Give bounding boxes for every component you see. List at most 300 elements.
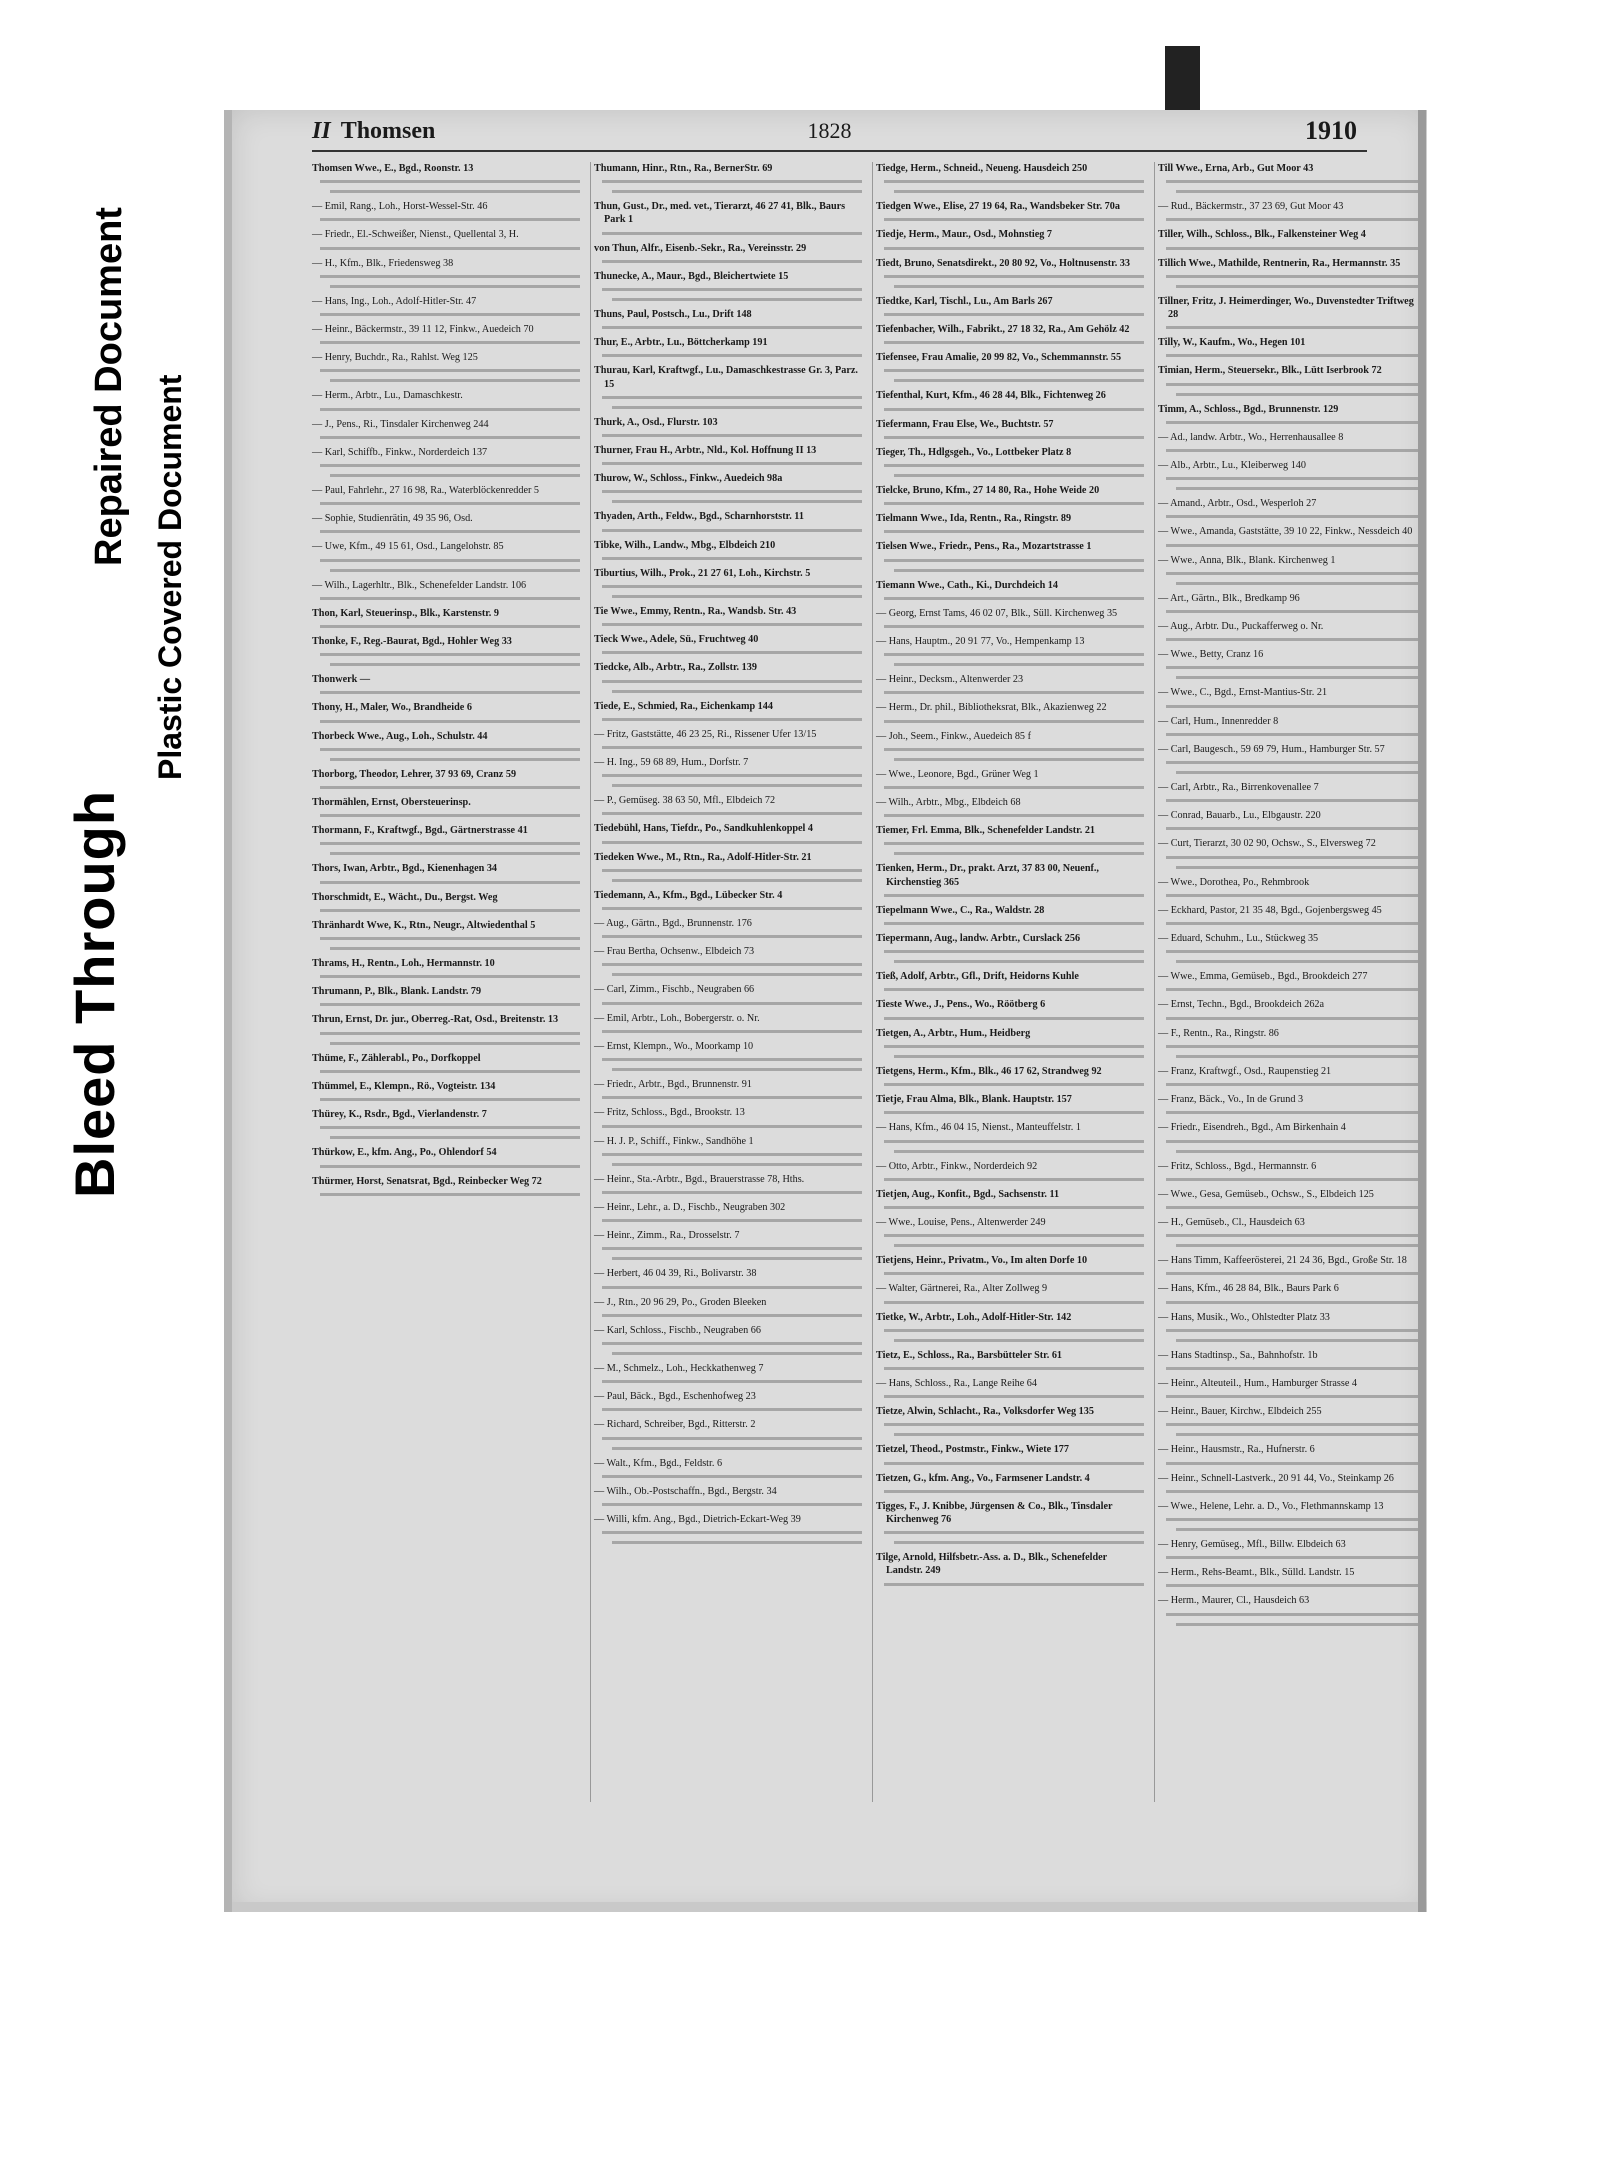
- faded-print-line: [884, 814, 1144, 817]
- faded-print-line: [1166, 1490, 1426, 1493]
- faded-print-line: [602, 260, 862, 263]
- faded-print-line: [1176, 190, 1426, 193]
- faded-print-line: [1176, 1339, 1426, 1342]
- directory-entry: — Heinr., Lehr., a. D., Fischb., Neugraben 302: [594, 1201, 786, 1213]
- directory-entry: — J., Rtn., 20 96 29, Po., Groden Bleeken: [594, 1296, 767, 1308]
- directory-entry: — Carl, Hum., Innenredder 8: [1158, 715, 1279, 727]
- directory-entry: Tiedge, Herm., Schneid., Neueng. Hausdeich 250: [876, 163, 1088, 174]
- faded-print-line: [320, 691, 580, 694]
- faded-print-line: [884, 1395, 1144, 1398]
- directory-entry: Tiedeken Wwe., M., Rtn., Ra., Adolf-Hitler-Str. 21: [594, 851, 812, 863]
- directory-entry: Thorbeck Wwe., Aug., Loh., Schulstr. 44: [312, 730, 488, 742]
- faded-print-line: [1176, 1623, 1426, 1626]
- faded-print-line: [1166, 1111, 1426, 1114]
- faded-print-line: [894, 285, 1144, 288]
- directory-entry: — Richard, Schreiber, Bgd., Ritterstr. 2: [594, 1419, 756, 1431]
- faded-print-line: [320, 1126, 580, 1129]
- faded-print-line: [894, 569, 1144, 572]
- directory-entry: — Otto, Arbtr., Finkw., Norderdeich 92: [876, 1160, 1038, 1172]
- faded-print-line: [330, 852, 580, 855]
- faded-print-line: [330, 569, 580, 572]
- faded-print-line: [884, 1140, 1144, 1143]
- faded-print-line: [602, 1096, 862, 1099]
- faded-print-line: [602, 1030, 862, 1033]
- directory-entry: — Wwe., Emma, Gemüseb., Bgd., Brookdeich 277: [1158, 971, 1368, 983]
- directory-entry: — Heinr., Bäckermstr., 39 11 12, Finkw., Auedeich 70: [312, 324, 534, 336]
- directory-entry: — H., Gemüseb., Cl., Hausdeich 63: [1158, 1216, 1305, 1228]
- faded-print-line: [1166, 827, 1426, 830]
- faded-print-line: [884, 341, 1144, 344]
- directory-entry: Tiefermann, Frau Else, We., Buchtstr. 57: [876, 418, 1054, 430]
- plastic-covered-label: Plastic Covered Document: [152, 374, 188, 780]
- faded-print-line: [884, 950, 1144, 953]
- directory-entry: Tillich Wwe., Mathilde, Rentnerin, Ra., Hermannstr. 35: [1158, 257, 1401, 269]
- faded-print-line: [884, 842, 1144, 845]
- directory-entry: — Herm., Arbtr., Lu., Damaschkestr.: [312, 390, 463, 402]
- faded-print-line: [330, 379, 580, 382]
- directory-entry: Thomsen Wwe., E., Bgd., Roonstr. 13: [312, 163, 474, 174]
- faded-print-line: [330, 190, 580, 193]
- faded-print-line: [884, 1329, 1144, 1332]
- faded-print-line: [894, 379, 1144, 382]
- page-right-edge: [1418, 110, 1426, 1912]
- directory-entry: Tietgen, A., Arbtr., Hum., Heidberg: [876, 1027, 1031, 1039]
- faded-print-line: [320, 909, 580, 912]
- faded-print-line: [320, 842, 580, 845]
- faded-print-line: [602, 326, 862, 329]
- directory-entry: — Fritz, Schloss., Bgd., Hermannstr. 6: [1158, 1160, 1317, 1172]
- faded-print-line: [602, 841, 862, 844]
- directory-entry: Thürkow, E., kfm. Ang., Po., Ohlendorf 54: [312, 1147, 497, 1159]
- faded-print-line: [320, 218, 580, 221]
- faded-print-line: [320, 975, 580, 978]
- faded-print-line: [884, 1178, 1144, 1181]
- directory-entry: Thur, E., Arbtr., Lu., Böttcherkamp 191: [594, 337, 768, 349]
- directory-entry: — Henry, Buchdr., Ra., Rahlst. Weg 125: [312, 352, 478, 364]
- faded-print-line: [602, 812, 862, 815]
- directory-entry: — Herm., Dr. phil., Bibliotheksrat, Blk., Akazienweg 22: [876, 702, 1107, 714]
- page-header: [232, 110, 1427, 150]
- faded-print-line: [884, 653, 1144, 656]
- directory-entry: — Wwe., Louise, Pens., Altenwerder 249: [876, 1216, 1046, 1228]
- faded-print-line: [1166, 799, 1426, 802]
- faded-print-line: [330, 1042, 580, 1045]
- faded-print-line: [1166, 477, 1426, 480]
- faded-print-line: [884, 436, 1144, 439]
- faded-print-line: [884, 530, 1144, 533]
- faded-print-line: [1166, 180, 1426, 183]
- faded-print-line: [320, 625, 580, 628]
- faded-print-line: [894, 663, 1144, 666]
- faded-print-line: [602, 1002, 862, 1005]
- faded-print-line: [602, 1125, 862, 1128]
- directory-entry: Tiburtius, Wilh., Prok., 21 27 61, Loh., Kirchstr. 5: [594, 567, 811, 579]
- faded-print-line: [894, 758, 1144, 761]
- faded-print-line: [602, 462, 862, 465]
- faded-print-line: [884, 1490, 1144, 1493]
- faded-print-line: [602, 935, 862, 938]
- faded-print-line: [884, 988, 1144, 991]
- faded-print-line: [1166, 421, 1426, 424]
- directory-entry: — Wilh., Ob.-Postschaffn., Bgd., Bergstr. 34: [594, 1485, 777, 1497]
- faded-print-line: [1166, 1395, 1426, 1398]
- page-number: 1910: [1305, 116, 1357, 145]
- directory-entry: Thurner, Frau H., Arbtr., Nld., Kol. Hoffnung II 13: [594, 445, 817, 457]
- directory-entry: Thränhardt Wwe, K., Rtn., Neugr., Altwiedenthal 5: [312, 919, 536, 931]
- column-1: [312, 162, 580, 1203]
- directory-entry: — Eduard, Schuhm., Lu., Stückweg 35: [1158, 933, 1319, 945]
- directory-entry: — Wilh., Lagerhltr., Blk., Schenefelder Landstr. 106: [312, 579, 527, 591]
- directory-entry: Tiemer, Frl. Emma, Blk., Schenefelder Landstr. 21: [876, 825, 1096, 837]
- directory-entry: Tietgens, Herm., Kfm., Blk., 46 17 62, Strandweg 92: [876, 1065, 1102, 1077]
- faded-print-line: [894, 1339, 1144, 1342]
- directory-entry: — Wwe., C., Bgd., Ernst-Mantius-Str. 21: [1158, 687, 1328, 699]
- directory-entry: Timian, Herm., Steuersekr., Blk., Lütt Iserbrook 72: [1158, 365, 1382, 377]
- faded-print-line: [884, 1206, 1144, 1209]
- faded-print-line: [1176, 866, 1426, 869]
- directory-entry: — Carl, Zimm., Fischb., Neugraben 66: [594, 984, 755, 996]
- directory-entry: — Georg, Ernst Tams, 46 02 07, Blk., Süll. Kirchenweg 35: [876, 607, 1118, 619]
- faded-print-line: [1166, 326, 1426, 329]
- faded-print-line: [894, 1055, 1144, 1058]
- faded-print-line: [1166, 572, 1426, 575]
- faded-print-line: [320, 464, 580, 467]
- faded-print-line: [884, 597, 1144, 600]
- faded-print-line: [320, 341, 580, 344]
- faded-print-line: [602, 1475, 862, 1478]
- faded-print-line: [884, 922, 1144, 925]
- directory-entry: — Hans, Schloss., Ra., Lange Reihe 64: [876, 1377, 1037, 1389]
- directory-entry: Tielsen Wwe., Friedr., Pens., Ra., Mozartstrasse 1: [876, 541, 1092, 553]
- faded-print-line: [612, 595, 862, 598]
- directory-entry: Tie Wwe., Emmy, Rentn., Ra., Wandsb. Str. 43: [594, 606, 797, 618]
- faded-print-line: [1166, 1301, 1426, 1304]
- faded-print-line: [612, 298, 862, 301]
- faded-print-line: [1176, 1055, 1426, 1058]
- faded-print-line: [602, 1219, 862, 1222]
- faded-print-line: [320, 180, 580, 183]
- faded-print-line: [1166, 1613, 1426, 1616]
- directory-entry: Thorschmidt, E., Wächt., Du., Bergst. Weg: [312, 891, 498, 903]
- directory-entry: — Emil, Rang., Loh., Horst-Wessel-Str. 46: [312, 201, 488, 213]
- directory-entry: — P., Gemüseg. 38 63 50, Mfl., Elbdeich 72: [594, 795, 776, 807]
- faded-print-line: [320, 814, 580, 817]
- faded-print-line: [320, 881, 580, 884]
- directory-entry: Thunecke, A., Maur., Bgd., Bleichertwiete 15: [594, 270, 789, 282]
- directory-entry: — H. J. P., Schiff., Finkw., Sandhöhe 1: [594, 1135, 754, 1147]
- faded-print-line: [602, 1153, 862, 1156]
- faded-print-line: [884, 1462, 1144, 1465]
- faded-print-line: [1166, 1045, 1426, 1048]
- faded-print-line: [884, 894, 1144, 897]
- faded-print-line: [1166, 1423, 1426, 1426]
- directory-entry: — Hans, Kfm., 46 28 84, Blk., Baurs Park 6: [1158, 1283, 1339, 1295]
- faded-print-line: [884, 1234, 1144, 1237]
- faded-print-line: [602, 1531, 862, 1534]
- directory-entry: — Art., Gärtn., Blk., Bredkamp 96: [1158, 592, 1300, 604]
- faded-print-line: [884, 408, 1144, 411]
- directory-entry: — Aug., Arbtr. Du., Puckafferweg o. Nr.: [1158, 621, 1324, 633]
- directory-entry: Thüme, F., Zählerabl., Po., Dorfkoppel: [312, 1052, 481, 1064]
- directory-entry: Tiedgen Wwe., Elise, 27 19 64, Ra., Wandsbeker Str. 70a: [876, 201, 1120, 213]
- faded-print-line: [330, 663, 580, 666]
- faded-print-line: [320, 786, 580, 789]
- faded-print-line: [1166, 1140, 1426, 1143]
- faded-print-line: [884, 180, 1144, 183]
- directory-entry: Thonwerk —: [312, 674, 371, 686]
- directory-entry: — Hans, Kfm., 46 04 15, Nienst., Manteuffelstr. 1: [876, 1122, 1081, 1134]
- directory-entry: — Fritz, Schloss., Bgd., Brookstr. 13: [594, 1107, 745, 1119]
- directory-entry: — Hans Stadtinsp., Sa., Bahnhofstr. 1b: [1158, 1349, 1318, 1361]
- faded-print-line: [1176, 487, 1426, 490]
- directory-entry: Tiedje, Herm., Maur., Osd., Mohnstieg 7: [876, 229, 1053, 241]
- faded-print-line: [1166, 1556, 1426, 1559]
- directory-entry: Tietjen, Aug., Konfit., Bgd., Sachsenstr. 11: [876, 1188, 1060, 1200]
- directory-entry: — Ernst, Klempn., Wo., Moorkamp 10: [594, 1040, 754, 1052]
- faded-print-line: [320, 1003, 580, 1006]
- directory-entry: Tietje, Frau Alma, Blk., Blank. Hauptstr. 157: [876, 1094, 1072, 1106]
- faded-print-line: [894, 1433, 1144, 1436]
- faded-print-line: [884, 247, 1144, 250]
- faded-print-line: [602, 680, 862, 683]
- faded-print-line: [884, 1083, 1144, 1086]
- directory-entry: Tigges, F., J. Knibbe, Jürgensen & Co., Blk., Tinsdaler Kirchenweg 76: [876, 1500, 1113, 1525]
- faded-print-line: [320, 597, 580, 600]
- faded-print-line: [1166, 1234, 1426, 1237]
- directory-entry: — Paul, Fahrlehr., 27 16 98, Ra., Waterblöckenredder 5: [312, 485, 540, 497]
- faded-print-line: [894, 852, 1144, 855]
- faded-print-line: [602, 963, 862, 966]
- directory-entry: — Carl, Baugesch., 59 69 79, Hum., Hamburger Str. 57: [1158, 743, 1385, 755]
- directory-entry: — Paul, Bäck., Bgd., Eschenhofweg 23: [594, 1391, 756, 1403]
- directory-entry: Tiede, E., Schmied, Ra., Eichenkamp 144: [594, 700, 773, 712]
- faded-print-line: [1166, 247, 1426, 250]
- directory-entry: Tibke, Wilh., Landw., Mbg., Elbdeich 210: [594, 539, 776, 551]
- directory-entry: — H., Kfm., Blk., Friedensweg 38: [312, 257, 454, 269]
- directory-entry: Tieste Wwe., J., Pens., Wo., Röötberg 6: [876, 999, 1046, 1011]
- faded-print-line: [1166, 1017, 1426, 1020]
- faded-print-line: [602, 718, 862, 721]
- faded-print-line: [330, 1136, 580, 1139]
- faded-print-line: [884, 1272, 1144, 1275]
- faded-print-line: [1166, 1272, 1426, 1275]
- directory-entry: Thormählen, Ernst, Obersteuerinsp.: [312, 797, 471, 809]
- directory-entry: Thrun, Ernst, Dr. jur., Oberreg.-Rat, Osd., Breitenstr. 13: [312, 1014, 559, 1026]
- directory-entry: — Hans, Ing., Loh., Adolf-Hitler-Str. 47: [312, 295, 477, 307]
- directory-entry: — Henry, Gemüseg., Mfl., Billw. Elbdeich 63: [1158, 1538, 1346, 1550]
- faded-print-line: [884, 218, 1144, 221]
- directory-entry: Tiefenthal, Kurt, Kfm., 46 28 44, Blk., Fichtenweg 26: [876, 390, 1106, 402]
- faded-print-line: [884, 1531, 1144, 1534]
- faded-print-line: [1166, 1584, 1426, 1587]
- faded-print-line: [330, 758, 580, 761]
- directory-entry: Tilly, W., Kaufm., Wo., Hegen 101: [1158, 337, 1306, 349]
- faded-print-line: [602, 396, 862, 399]
- faded-print-line: [320, 1165, 580, 1168]
- directory-entry: — Conrad, Bauarb., Lu., Elbgaustr. 220: [1158, 810, 1321, 822]
- directory-entry: Thurow, W., Schloss., Finkw., Auedeich 98a: [594, 473, 783, 485]
- directory-entry: — Ad., landw. Arbtr., Wo., Herrenhausallee 8: [1158, 431, 1344, 443]
- bleed-through-label: Bleed Through: [63, 789, 126, 1198]
- directory-entry: — Karl, Schiffb., Finkw., Norderdeich 137: [312, 446, 488, 458]
- directory-entry: Tiefenbacher, Wilh., Fabrikt., 27 18 32, Ra., Am Gehölz 42: [876, 324, 1130, 336]
- directory-entry: — M., Schmelz., Loh., Heckkathenweg 7: [594, 1362, 764, 1374]
- faded-print-line: [320, 275, 580, 278]
- directory-entry: Till Wwe., Erna, Arb., Gut Moor 43: [1158, 163, 1314, 174]
- faded-print-line: [1166, 1083, 1426, 1086]
- directory-entry: — Hans Timm, Kaffeerösterei, 21 24 36, Bgd., Große Str. 18: [1158, 1255, 1407, 1267]
- directory-entry: Timm, A., Schloss., Bgd., Brunnenstr. 129: [1158, 403, 1339, 415]
- faded-print-line: [1176, 285, 1426, 288]
- directory-entry: — Amand., Arbtr., Osd., Wesperloh 27: [1158, 498, 1317, 510]
- directory-entry: — Ernst, Techn., Bgd., Brookdeich 262a: [1158, 999, 1325, 1011]
- faded-print-line: [602, 1437, 862, 1440]
- faded-print-line: [894, 960, 1144, 963]
- column-divider: [1154, 162, 1155, 1802]
- faded-print-line: [1176, 1433, 1426, 1436]
- directory-entry: — Heinr., Schnell-Lastverk., 20 91 44, Vo., Steinkamp 26: [1158, 1472, 1394, 1484]
- faded-print-line: [602, 1247, 862, 1250]
- faded-print-line: [602, 232, 862, 235]
- faded-print-line: [884, 1423, 1144, 1426]
- running-name: Thomsen: [340, 118, 436, 144]
- directory-entry: — Sophie, Studienrätin, 49 35 96, Osd.: [312, 513, 473, 525]
- directory-entry: Tietzel, Theod., Postmstr., Finkw., Wiete 177: [876, 1444, 1069, 1456]
- directory-entry: — Franz, Bäck., Vo., In de Grund 3: [1158, 1094, 1304, 1106]
- directory-entry: — Joh., Seem., Finkw., Auedeich 85 f: [876, 730, 1031, 742]
- faded-print-line: [884, 691, 1144, 694]
- faded-print-line: [602, 180, 862, 183]
- directory-entry: Tiedtke, Karl, Tischl., Lu., Am Barls 267: [876, 295, 1053, 307]
- directory-entry: Thyaden, Arth., Feldw., Bgd., Scharnhorststr. 11: [594, 511, 804, 523]
- faded-print-line: [612, 1257, 862, 1260]
- directory-entry: — Carl, Arbtr., Ra., Birrenkovenallee 7: [1158, 782, 1319, 794]
- faded-print-line: [602, 907, 862, 910]
- directory-entry: Tiedcke, Alb., Arbtr., Ra., Zollstr. 139: [594, 662, 757, 674]
- directory-entry: Tiemann Wwe., Cath., Ki., Durchdeich 14: [876, 579, 1058, 591]
- faded-print-line: [894, 190, 1144, 193]
- directory-entry: Tielmann Wwe., Ida, Rentn., Ra., Ringstr. 89: [876, 513, 1072, 525]
- faded-print-line: [1176, 582, 1426, 585]
- faded-print-line: [320, 530, 580, 533]
- faded-print-line: [884, 275, 1144, 278]
- directory-entry: Thürey, K., Rsdr., Bgd., Vierlandenstr. 7: [312, 1109, 487, 1121]
- faded-print-line: [602, 354, 862, 357]
- directory-entry: — Wilh., Arbtr., Mbg., Elbdeich 68: [876, 797, 1021, 809]
- directory-entry: Tiepelmann Wwe., C., Ra., Waldstr. 28: [876, 904, 1045, 916]
- faded-print-line: [1176, 1150, 1426, 1153]
- faded-print-line: [320, 937, 580, 940]
- directory-entry: Thrams, H., Rentn., Loh., Hermannstr. 10: [312, 958, 495, 970]
- year: 1828: [807, 118, 852, 143]
- faded-print-line: [1166, 1178, 1426, 1181]
- directory-entry: — Karl, Schloss., Fischb., Neugraben 66: [594, 1324, 761, 1336]
- directory-entry: Tietzen, G., kfm. Ang., Vo., Farmsener Landstr. 4: [876, 1472, 1090, 1484]
- faded-print-line: [884, 1367, 1144, 1370]
- directory-entry: Thurau, Karl, Kraftwgf., Lu., Damaschkestrasse Gr. 3, Parz. 15: [594, 365, 858, 390]
- faded-print-line: [612, 879, 862, 882]
- directory-entry: — Friedr., Eisendreh., Bgd., Am Birkenhain 4: [1158, 1122, 1346, 1134]
- directory-entry: Tieck Wwe., Adele, Sü., Fruchtweg 40: [594, 634, 759, 646]
- faded-print-line: [602, 1380, 862, 1383]
- faded-print-line: [320, 559, 580, 562]
- faded-print-line: [320, 720, 580, 723]
- page-bottom-edge: [232, 1902, 1427, 1912]
- faded-print-line: [1176, 1244, 1426, 1247]
- faded-print-line: [320, 313, 580, 316]
- faded-print-line: [1166, 275, 1426, 278]
- faded-print-line: [612, 1447, 862, 1450]
- directory-entry: Tieger, Th., Hdlgsgeh., Vo., Lottbeker Platz 8: [876, 446, 1072, 458]
- directory-entry: — Franz, Kraftwgf., Osd., Raupenstieg 21: [1158, 1065, 1332, 1077]
- directory-entry: — Wwe., Anna, Blk., Blank. Kirchenweg 1: [1158, 554, 1336, 566]
- directory-entry: — Wwe., Leonore, Bgd., Grüner Weg 1: [876, 768, 1039, 780]
- directory-entry: Tietze, Alwin, Schlacht., Ra., Volksdorfer Weg 135: [876, 1406, 1094, 1418]
- faded-print-line: [612, 500, 862, 503]
- directory-entry: — Fritz, Gaststätte, 46 23 25, Ri., Rissener Ufer 13/15: [594, 728, 817, 740]
- directory-entry: — Aug., Gärtn., Bgd., Brunnenstr. 176: [594, 918, 752, 930]
- directory-entry: — Heinr., Bauer, Kirchw., Elbdeich 255: [1158, 1406, 1322, 1418]
- faded-print-line: [602, 1342, 862, 1345]
- faded-print-line: [884, 720, 1144, 723]
- faded-print-line: [612, 1163, 862, 1166]
- faded-print-line: [612, 690, 862, 693]
- directory-entry: — Willi, kfm. Ang., Bgd., Dietrich-Eckart-Weg 39: [594, 1513, 801, 1525]
- directory-entry: — Heinr., Sta.-Arbtr., Bgd., Brauerstrasse 78, Hths.: [594, 1173, 805, 1185]
- directory-entry: Tiedebühl, Hans, Tiefdr., Po., Sandkuhlenkoppel 4: [594, 823, 814, 835]
- directory-entry: — Wwe., Betty, Cranz 16: [1158, 649, 1264, 661]
- directory-entry: Tilge, Arnold, Hilfsbetr.-Ass. a. D., Blk., Schenefelder Landstr. 249: [876, 1552, 1108, 1577]
- directory-entry: — H. Ing., 59 68 89, Hum., Dorfstr. 7: [594, 757, 749, 769]
- faded-print-line: [884, 748, 1144, 751]
- volume-number: II: [312, 118, 331, 144]
- faded-print-line: [894, 474, 1144, 477]
- faded-print-line: [320, 1070, 580, 1073]
- directory-entry: Thumann, Hinr., Rtn., Ra., BernerStr. 69: [594, 163, 773, 174]
- directory-entry: Tiedemann, A., Kfm., Bgd., Lübecker Str. 4: [594, 889, 783, 901]
- repaired-document-label: Repaired Document: [88, 207, 130, 566]
- faded-print-line: [612, 1541, 862, 1544]
- faded-print-line: [602, 869, 862, 872]
- faded-print-line: [1166, 856, 1426, 859]
- directory-entry: Thormann, F., Kraftwgf., Bgd., Gärtnerstrasse 41: [312, 825, 528, 837]
- faded-print-line: [884, 313, 1144, 316]
- faded-print-line: [320, 502, 580, 505]
- faded-print-line: [884, 1045, 1144, 1048]
- faded-print-line: [1166, 610, 1426, 613]
- directory-entry: Thors, Iwan, Arbtr., Bgd., Kienenhagen 34: [312, 863, 498, 875]
- faded-print-line: [320, 408, 580, 411]
- directory-entry: von Thun, Alfr., Eisenb.-Sekr., Ra., Vereinsstr. 29: [594, 242, 807, 254]
- faded-print-line: [602, 288, 862, 291]
- faded-print-line: [1166, 218, 1426, 221]
- directory-entry: Thorborg, Theodor, Lehrer, 37 93 69, Cranz 59: [312, 768, 517, 780]
- faded-print-line: [1166, 1462, 1426, 1465]
- directory-entry: — Walt., Kfm., Bgd., Feldstr. 6: [594, 1457, 723, 1469]
- faded-print-line: [320, 436, 580, 439]
- faded-print-line: [1166, 761, 1426, 764]
- directory-entry: Thrumann, P., Blk., Blank. Landstr. 79: [312, 986, 482, 998]
- faded-print-line: [884, 786, 1144, 789]
- faded-print-line: [1166, 354, 1426, 357]
- directory-entry: — Frau Bertha, Ochsenw., Elbdeich 73: [594, 946, 755, 958]
- faded-print-line: [884, 1111, 1144, 1114]
- faded-print-line: [612, 1352, 862, 1355]
- faded-print-line: [1166, 733, 1426, 736]
- directory-entry: Tielcke, Bruno, Kfm., 27 14 80, Ra., Hohe Weide 20: [876, 485, 1100, 497]
- faded-print-line: [884, 559, 1144, 562]
- faded-print-line: [612, 784, 862, 787]
